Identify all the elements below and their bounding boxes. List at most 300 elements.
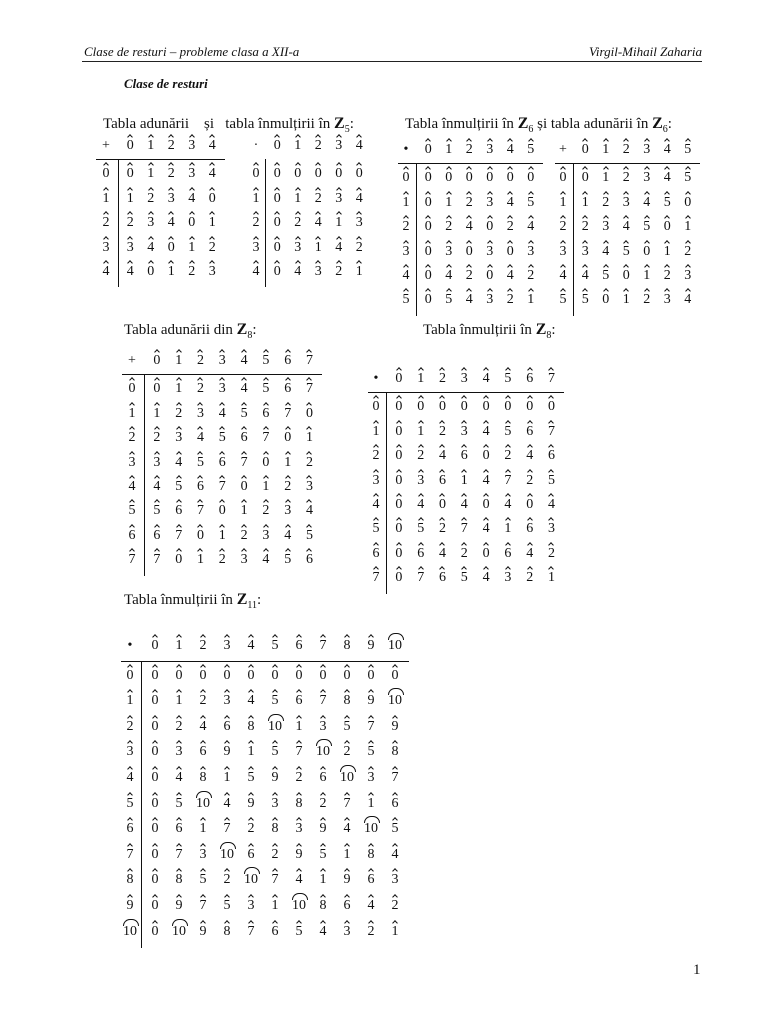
- column-header: [575, 141, 596, 159]
- table-cell: [190, 551, 212, 569]
- row-header: [368, 496, 384, 514]
- table-cell-value: 1: [643, 268, 651, 283]
- table-cell-value: 4: [284, 527, 292, 543]
- table-cell-value: 2: [355, 239, 363, 255]
- table-cell-value: 1: [581, 194, 589, 210]
- table-cell: [500, 194, 521, 212]
- table-cell-value: 8: [343, 693, 351, 709]
- column-header-value: 1: [147, 138, 155, 153]
- table-cell: [459, 291, 480, 309]
- table-cell: [453, 545, 475, 563]
- table-cell-value: 0: [424, 243, 432, 259]
- table-cell: [383, 795, 407, 813]
- table-cell: [575, 243, 596, 261]
- table-cell-value: 4: [547, 497, 555, 512]
- table-cell: [141, 263, 162, 281]
- table-cell-value: 4: [391, 846, 399, 862]
- table-cell-value: 0: [151, 898, 159, 913]
- table-cell: [657, 267, 678, 285]
- table-cell: [335, 667, 359, 685]
- table-cell: [335, 820, 359, 838]
- table-cell: [146, 478, 168, 496]
- table-cell-value: 2: [319, 795, 327, 811]
- table-cell-value: 5: [199, 872, 207, 888]
- column-header: [311, 637, 335, 655]
- table-cell-value: 2: [295, 770, 303, 785]
- table-cell-value: 9: [319, 821, 327, 837]
- table-cell-value: 6: [391, 795, 399, 811]
- row-header: [398, 267, 414, 285]
- table-cell: [287, 795, 311, 813]
- table-cell-value: 2: [208, 239, 216, 255]
- table-cell: [497, 545, 519, 563]
- table-cell: [263, 667, 287, 685]
- row-header-value: 6: [126, 821, 134, 837]
- caption-z11-z: Z: [236, 591, 248, 608]
- table-cell-value: 0: [438, 497, 446, 512]
- table-cell: [211, 551, 233, 569]
- table-cell: [596, 291, 617, 309]
- table-cell-value: 8: [271, 821, 279, 837]
- table-header-rule: [555, 163, 700, 164]
- table-cell-value: 0: [208, 190, 216, 206]
- table-cell-value: 0: [465, 243, 473, 259]
- column-header: [480, 141, 501, 159]
- table-cell-value: 5: [319, 846, 327, 862]
- table-cell: [299, 551, 321, 569]
- table-cell-value: 7: [196, 503, 204, 519]
- row-header-value: 3: [252, 239, 260, 255]
- table-cell: [521, 169, 542, 187]
- table-cell-value: 1: [527, 292, 535, 308]
- table-cell: [311, 846, 335, 864]
- table-cell: [287, 923, 311, 941]
- column-header: [167, 637, 191, 655]
- table-cell: [575, 169, 596, 187]
- table-cell-value: 3: [196, 405, 204, 421]
- table-cell: [168, 454, 190, 472]
- column-header-value: 1: [175, 353, 183, 368]
- table-cell: [211, 405, 233, 423]
- row-header: [121, 897, 139, 915]
- table-cell: [239, 667, 263, 685]
- column-header: [308, 137, 329, 155]
- table-cell-value: 3: [126, 239, 134, 255]
- table-cell: [575, 218, 596, 236]
- table-cell: [596, 267, 617, 285]
- table-cell-value: 1: [602, 170, 610, 186]
- row-header-value: 5: [402, 292, 410, 308]
- table-cell-value: 1: [504, 521, 512, 537]
- table-cell-value: 3: [417, 472, 425, 488]
- table-cell: [519, 447, 541, 465]
- row-header: [122, 527, 142, 545]
- column-header-value: 5: [684, 142, 692, 157]
- table-cell: [519, 520, 541, 538]
- header-right: Virgil-Mihail Zaharia: [588, 44, 702, 59]
- table-cell-value: 0: [527, 170, 535, 186]
- row-header-value: 7: [372, 570, 380, 586]
- table-cell: [480, 169, 501, 187]
- table-cell: [335, 897, 359, 915]
- table-cell: [637, 169, 658, 187]
- table-cell: [497, 423, 519, 441]
- table-cell: [168, 429, 190, 447]
- column-header-value: 1: [175, 638, 183, 653]
- table-cell-value: 1: [218, 527, 226, 543]
- row-header: [96, 214, 116, 232]
- column-header-value: 6: [284, 353, 292, 368]
- table-cell-value: 3: [663, 292, 671, 308]
- table-cell: [388, 569, 410, 587]
- table-cell: [678, 169, 699, 187]
- table-column-rule: [386, 392, 387, 593]
- table-cell-value: 10: [316, 744, 330, 760]
- table-cell: [410, 447, 432, 465]
- operator-symbol-value: +: [559, 142, 567, 157]
- table-cell-value: 5: [175, 795, 183, 811]
- table-cell: [308, 190, 329, 208]
- table-cell-value: 2: [343, 744, 351, 760]
- table-cell: [497, 447, 519, 465]
- table-cell-value: 3: [335, 190, 343, 206]
- table-cell: [299, 454, 321, 472]
- table-cell-value: 0: [424, 219, 432, 235]
- table-cell: [287, 897, 311, 915]
- table-cell-value: 1: [284, 454, 292, 470]
- table-cell-value: 7: [175, 846, 183, 862]
- column-header-value: 2: [465, 142, 473, 157]
- operator-symbol: [121, 637, 139, 655]
- row-header: [96, 165, 116, 183]
- operator-symbol-value: •: [403, 142, 409, 157]
- table-cell: [519, 569, 541, 587]
- table-cell: [541, 569, 563, 587]
- table-cell-value: 0: [284, 430, 292, 446]
- table-cell-value: 2: [247, 821, 255, 837]
- table-cell: [637, 267, 658, 285]
- row-header-value: 7: [126, 846, 134, 862]
- row-header-value: 1: [402, 194, 410, 210]
- table-cell: [432, 423, 454, 441]
- table-cell-value: 6: [367, 872, 375, 888]
- table-cell: [191, 667, 215, 685]
- table-cell-value: 7: [153, 552, 161, 568]
- column-header: [500, 141, 521, 159]
- table-cell: [143, 667, 167, 685]
- table-cell-value: 3: [284, 503, 292, 519]
- row-header-value: 4: [128, 479, 136, 494]
- table-cell-value: 5: [305, 527, 313, 543]
- table-cell-value: 0: [482, 545, 490, 561]
- table-cell-value: 6: [199, 744, 207, 760]
- row-header: [555, 243, 571, 261]
- table-cell: [190, 478, 212, 496]
- table-cell: [475, 472, 497, 490]
- table-cell-value: 2: [643, 292, 651, 308]
- table-cell: [233, 478, 255, 496]
- table-cell: [167, 667, 191, 685]
- table-cell: [335, 846, 359, 864]
- table-cell: [388, 520, 410, 538]
- table-cell-value: 2: [465, 268, 473, 283]
- table-cell-value: 8: [175, 872, 183, 888]
- table-cell-value: 2: [367, 923, 375, 939]
- table-cell-value: 0: [506, 243, 514, 259]
- table-cell-value: 1: [335, 215, 343, 231]
- table-cell: [263, 795, 287, 813]
- table-cell-value: 1: [367, 795, 375, 811]
- column-header-value: 1: [602, 142, 610, 157]
- table-cell: [182, 239, 203, 257]
- table-cell: [239, 769, 263, 787]
- row-header-value: 0: [402, 170, 410, 186]
- table-cell-value: 10: [292, 898, 306, 913]
- operator-symbol: [368, 370, 384, 388]
- row-header-value: 9: [126, 898, 134, 913]
- table-cell-value: 0: [395, 545, 403, 561]
- table-cell-value: 5: [247, 770, 255, 785]
- caption-z11-sub: 11: [247, 600, 257, 611]
- table-cell: [388, 472, 410, 490]
- row-header-value: 6: [372, 545, 380, 561]
- table-cell-value: 0: [424, 194, 432, 210]
- table-cell-value: 0: [294, 166, 302, 182]
- table-cell: [146, 380, 168, 398]
- table-cell: [202, 263, 223, 281]
- column-header-value: 0: [581, 142, 589, 157]
- table-cell: [418, 194, 439, 212]
- column-header: [211, 352, 233, 370]
- table-cell: [120, 190, 141, 208]
- table-cell-value: 0: [482, 399, 490, 415]
- table-cell-value: 5: [684, 170, 692, 186]
- operator-symbol: [398, 141, 414, 159]
- table-cell: [418, 291, 439, 309]
- table-cell: [383, 846, 407, 864]
- table-cell-value: 0: [482, 448, 490, 464]
- row-header: [368, 398, 384, 416]
- table-cell-value: 6: [262, 405, 270, 421]
- table-cell: [120, 214, 141, 232]
- table-header-rule: [96, 159, 225, 160]
- table-cell-value: 2: [223, 872, 231, 888]
- table-cell-value: 9: [343, 872, 351, 888]
- caption-z8-mul-sub: 8: [546, 330, 552, 341]
- table-column-rule: [144, 374, 145, 575]
- table-cell-value: 4: [527, 219, 535, 235]
- table-cell-value: 3: [305, 479, 313, 494]
- column-header-value: 3: [223, 638, 231, 653]
- table-cell-value: 4: [417, 497, 425, 512]
- table-cell-value: 4: [147, 239, 155, 255]
- column-header: [359, 637, 383, 655]
- column-header: [190, 352, 212, 370]
- table-cell-value: 3: [223, 693, 231, 709]
- table-cell-value: 2: [684, 243, 692, 259]
- table-cell-value: 4: [294, 264, 302, 279]
- table-cell-value: 5: [367, 744, 375, 760]
- table-cell-value: 5: [295, 923, 303, 939]
- table-cell: [410, 398, 432, 416]
- table-cell-value: 4: [663, 170, 671, 186]
- column-header-value: 5: [262, 353, 270, 368]
- table-cell: [190, 380, 212, 398]
- column-header-value: 8: [343, 638, 351, 653]
- table-cell: [267, 190, 288, 208]
- table-cell: [215, 795, 239, 813]
- table-cell-value: 7: [504, 472, 512, 488]
- row-header: [368, 545, 384, 563]
- table-cell: [239, 871, 263, 889]
- table-cell: [141, 165, 162, 183]
- row-header: [398, 243, 414, 261]
- table-cell-value: 7: [295, 744, 303, 760]
- table-cell: [190, 502, 212, 520]
- table-cell-value: 6: [460, 448, 468, 464]
- table-cell: [335, 718, 359, 736]
- table-cell: [657, 243, 678, 261]
- table-cell-value: 4: [126, 264, 134, 279]
- row-header-value: 3: [126, 744, 134, 760]
- caption-z8-mul-text: Tabla înmulțirii în: [423, 322, 532, 338]
- table-cell-value: 0: [151, 693, 159, 709]
- table-cell-value: 3: [445, 243, 453, 259]
- table-cell: [239, 743, 263, 761]
- caption-z8-add-colon: :: [252, 322, 257, 338]
- table-cell-value: 6: [175, 503, 183, 519]
- table-cell-value: 5: [271, 744, 279, 760]
- table-cell-value: 7: [319, 693, 327, 709]
- row-header: [122, 502, 142, 520]
- table-cell-value: 1: [147, 166, 155, 182]
- table-cell-value: 0: [343, 667, 351, 683]
- table-cell-value: 0: [151, 846, 159, 862]
- table-cell-value: 5: [622, 243, 630, 259]
- table-cell: [439, 169, 460, 187]
- table-cell: [541, 520, 563, 538]
- table-cell: [215, 667, 239, 685]
- table-cell: [335, 692, 359, 710]
- column-header-value: 0: [153, 353, 161, 368]
- table-cell: [678, 194, 699, 212]
- table-cell: [418, 243, 439, 261]
- table-cell-value: 0: [151, 872, 159, 888]
- table-cell-value: 0: [223, 667, 231, 683]
- table-cell-value: 4: [199, 718, 207, 734]
- column-header-value: 6: [295, 638, 303, 653]
- column-header: [383, 637, 407, 655]
- table-cell: [616, 218, 637, 236]
- table-cell-value: 0: [355, 166, 363, 182]
- table-cell-value: 4: [153, 479, 161, 494]
- table-cell: [267, 239, 288, 257]
- column-header: [277, 352, 299, 370]
- column-header: [263, 637, 287, 655]
- table-cell: [277, 527, 299, 545]
- row-header-value: 5: [372, 521, 380, 537]
- table-cell: [255, 502, 277, 520]
- row-header-value: 5: [559, 292, 567, 308]
- table-cell: [239, 795, 263, 813]
- table-cell: [497, 398, 519, 416]
- table-cell-value: 7: [175, 527, 183, 543]
- table-cell: [202, 165, 223, 183]
- table-cell-value: 8: [223, 923, 231, 939]
- row-header: [121, 923, 139, 941]
- column-header-value: 3: [218, 353, 226, 368]
- table-cell-value: 1: [460, 472, 468, 488]
- table-cell: [459, 267, 480, 285]
- table-cell-value: 0: [188, 215, 196, 231]
- row-header-value: 5: [128, 503, 136, 519]
- table-cell-value: 7: [262, 430, 270, 446]
- row-header: [121, 692, 139, 710]
- table-cell-value: 2: [504, 448, 512, 464]
- table-cell-value: 0: [273, 190, 281, 206]
- table-cell: [329, 165, 350, 183]
- table-cell-value: 2: [175, 718, 183, 734]
- table-cell: [383, 718, 407, 736]
- column-header: [519, 370, 541, 388]
- table-cell-value: 2: [271, 846, 279, 862]
- table-cell: [475, 545, 497, 563]
- table-cell: [500, 218, 521, 236]
- table-cell: [453, 520, 475, 538]
- table-cell: [311, 871, 335, 889]
- table-cell-value: 6: [438, 472, 446, 488]
- table-cell: [475, 520, 497, 538]
- row-header: [555, 291, 571, 309]
- caption-z5-mul: tabla înmulțirii în: [225, 116, 331, 132]
- table-cell-value: 7: [271, 872, 279, 888]
- table-cell: [335, 795, 359, 813]
- table-cell: [329, 214, 350, 232]
- table-cell-value: 7: [417, 570, 425, 586]
- table-cell-value: 1: [196, 552, 204, 568]
- column-header-value: 3: [486, 142, 494, 157]
- table-cell: [453, 496, 475, 514]
- caption-z8-mul: [423, 321, 556, 341]
- table-cell-value: 2: [262, 503, 270, 519]
- table-column-rule: [265, 159, 266, 287]
- table-cell-value: 2: [188, 264, 196, 279]
- table-cell-value: 8: [199, 770, 207, 785]
- table-cell: [146, 502, 168, 520]
- table-cell-value: 8: [367, 846, 375, 862]
- table-cell: [388, 398, 410, 416]
- table-cell-value: 0: [273, 264, 281, 279]
- column-header-value: 5: [271, 638, 279, 653]
- table-cell-value: 4: [367, 898, 375, 913]
- column-header-value: 7: [547, 371, 555, 386]
- column-header-value: 2: [196, 353, 204, 368]
- table-cell-value: 1: [153, 405, 161, 421]
- table-cell: [500, 291, 521, 309]
- table-cell: [480, 243, 501, 261]
- table-cell-value: 2: [465, 194, 473, 210]
- table-cell: [287, 692, 311, 710]
- column-header: [616, 141, 637, 159]
- table-cell-value: 7: [247, 923, 255, 939]
- column-header: [287, 637, 311, 655]
- table-cell-value: 2: [581, 219, 589, 235]
- table-cell: [519, 423, 541, 441]
- operator-symbol-value: +: [102, 138, 110, 153]
- column-header-value: 9: [367, 638, 375, 653]
- row-header-value: 0: [128, 381, 136, 397]
- table-cell: [287, 846, 311, 864]
